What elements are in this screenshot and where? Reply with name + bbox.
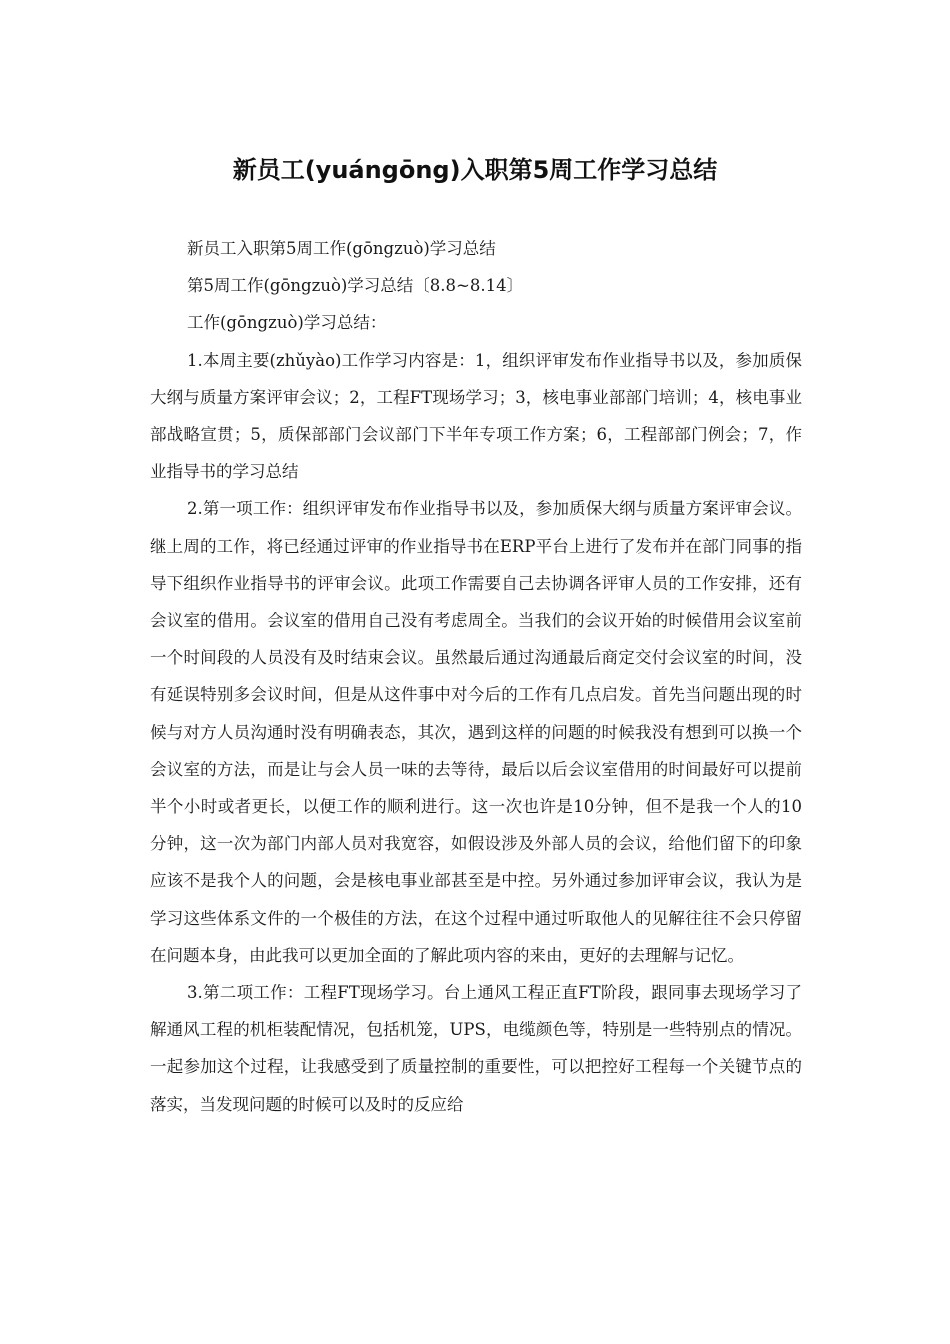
paragraph-item-1: 1.本周主要(zhǔyào)工作学习内容是：1，组织评审发布作业指导书以及，参加质保大纲与质量方案评审会议；2，工程FT现场学习；3，核电事业部部门培训；4，核电事业部战略宣贯；5，质保部部门会议部门下半年专项工作方案；6，工程部部门例会；7，作业指导书的学习总结: [150, 350, 802, 482]
document-body: [150, 230, 802, 1123]
paragraph-item-2: 2.第一项工作：组织评审发布作业指导书以及，参加质保大纲与质量方案评审会议。继上周的工作，将已经通过评审的作业指导书在ERP平台上进行了发布并在部门同事的指导下组织作业指导书的评审会议。此项工作需要自己去协调各评审人员的工作安排，还有会议室的借用。会议室的借用自己没有考虑周全。当我们的会议开始的时候借用会议室前一个时间段的人员没有及时结束会议。虽然最后通过沟通最后商定交付会议室的时间，没有延误特别多会议时间，但是从这件事中对今后的工作有几点启发。首先当问题出现的时候与对方人员沟通时没有明确表态，其次，遇到这样的问题的时候我没有想到可以换一个会议室的方法，而是让与会人员一味的去等待，最后以后会议室借用的时间最好可以提前半个小时或者更长，以便工作的顺利进行。这一次也许是10分钟，但不是我一个人的10分钟，这一次为部门内部人员对我宽容，如假设涉及外部人员的会议，给他们留下的印象应该不是我个人的问题，会是核电事业部甚至是中控。另外通过参加评审会议，我认为是学习这些体系文件的一个极佳的方法，在这个过程中通过听取他人的见解往往不会只停留在问题本身，由此我可以更加全面的了解此项内容的来由，更好的去理解与记忆。: [150, 499, 802, 965]
paragraph-week-range: 第5周工作(gōngzuò)学习总结〔8.8~8.14〕: [187, 276, 524, 296]
paragraph-item-3: 3.第二项工作：工程FT现场学习。台上通风工程正直FT阶段，跟同事去现场学习了解通风工程的机柜装配情况，包括机笼，UPS，电缆颜色等，特别是一些特别点的情况。一起参加这个过程，让我感受到了质量控制的重要性，可以把控好工程每一个关键节点的落实，当发现问题的时候可以及时的反应给: [150, 983, 802, 1114]
document-title: 新员工(yuángōng)入职第5周工作学习总结: [232, 156, 718, 184]
paragraph-subtitle: 新员工入职第5周工作(gōngzuò)学习总结: [187, 239, 496, 258]
paragraph-summary-heading: 工作(gōngzuò)学习总结：: [187, 313, 387, 333]
